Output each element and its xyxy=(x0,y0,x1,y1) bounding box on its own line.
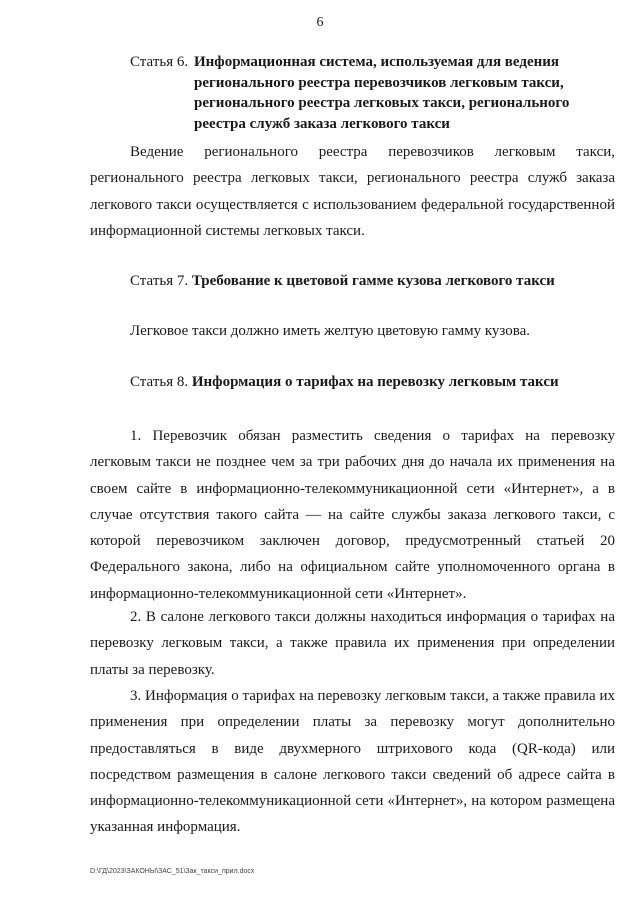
page-number: 6 xyxy=(316,15,324,30)
article-6-heading xyxy=(130,52,600,134)
article-8-item-3: 3. Информация о тарифах на перевозку легковым такси, а также правила их применения при определении платы за перевозку могут дополнительно предоставляться в виде двухмерного штрихового кода (QR-кода) или посредством размещения в салоне легкового такси сведений об адресе сайта в информационно-телекоммуникационной сети «Интернет», на котором размещена указанная информация. xyxy=(90,688,615,836)
article-6-title: Информационная система, используемая для ведения регионального реестра перевозчиков легковым такси, регионального реестра легковых такси, регионального реестра служб заказа легкового такси xyxy=(194,54,570,132)
article-8-label: Статья 8. xyxy=(130,374,189,390)
article-7-heading xyxy=(130,271,555,292)
article-6-paragraph: Ведение регионального реестра перевозчиков легковым такси, регионального реестра легковых такси, регионального реестра служб заказа легкового такси осуществляется с использованием федеральной государственной информационной системы легковых такси. xyxy=(90,144,615,239)
article-8-item-2: 2. В салоне легкового такси должны находиться информация о тарифах на перевозку легковым такси, а также правила их применения при определении платы за перевозку. xyxy=(90,609,615,678)
article-8-title: Информация о тарифах на перевозку легковым такси xyxy=(191,374,559,390)
article-7-title: Требование к цветовой гамме кузова легкового такси xyxy=(191,273,555,289)
article-8-heading xyxy=(130,372,559,393)
article-7-label: Статья 7. xyxy=(130,273,189,289)
article-6-label: Статья 6. xyxy=(130,54,189,70)
file-path-footer: D:\ГД\2023\ЗАКОНЫ\ЗАС_51\Зак_такси_прил.docx xyxy=(90,868,255,875)
article-7-paragraph: Легковое такси должно иметь желтую цветовую гамму кузова. xyxy=(130,323,531,339)
article-8-item-1: 1. Перевозчик обязан разместить сведения о тарифах на перевозку легковым такси не позднее чем за три рабочих дня до начала их применения на своем сайте в информационно-телекоммуникационной сети «Интернет», а в случае отсутствия такого сайта — на сайте службы заказа легкового такси, с которой перевозчиком заключен договор, предусмотренный статьей 20 Федерального закона, либо на официальном сайте уполномоченного органа в информационно-телекоммуникационной сети «Интернет». xyxy=(90,428,615,602)
